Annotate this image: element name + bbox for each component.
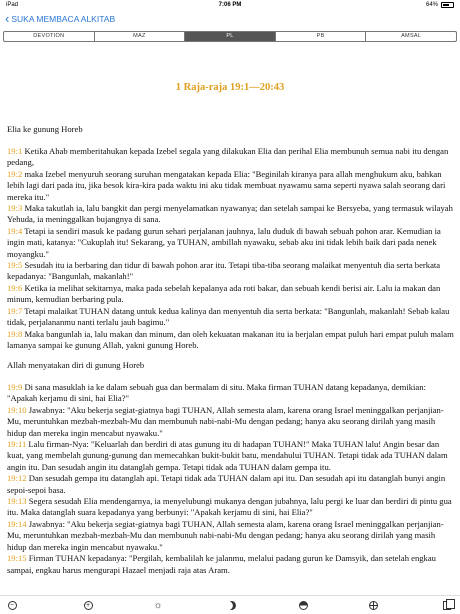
back-button[interactable] — [5, 11, 116, 26]
device-label: iPad — [6, 2, 19, 8]
verse-text: Tetapi malaikat TUHAN datang untuk kedua kalinya dan menyentuh dia serta berkata: "Bangunlah, makanlah! Sebab kalau tidak, perjalananmu nanti terlalu jauh bagimu." — [7, 305, 450, 328]
verse-number: 19:2 — [7, 168, 23, 179]
language-globe-icon — [369, 601, 378, 610]
verse-text: Ketika Ahab memberitahukan kepada Izebel segala yang dilakukan Elia dan perihal Elia membunuh semua nabi itu dengan pedang, — [7, 146, 449, 168]
verse[interactable] — [7, 553, 456, 576]
verse-text: Sesudah itu ia berbaring dan tidur di bawah pohon arar itu. Tetapi tiba-tiba seorang malaikat menyentuh dia serta berkata kepadanya: "Bangunlah, makanlah!" — [7, 260, 441, 282]
verse-number: 19:10 — [7, 404, 27, 415]
section-heading: Allah menyatakan diri di gunung Horeb — [7, 360, 145, 370]
verse[interactable] — [7, 405, 456, 439]
zoom-out-icon: − — [8, 601, 17, 610]
tab-pl[interactable]: PL — [185, 32, 276, 41]
verse-number: 19:3 — [7, 203, 23, 214]
copy-icon — [443, 601, 451, 610]
verse-number: 19:11 — [7, 439, 27, 450]
verse[interactable] — [7, 329, 456, 352]
verse-number: 19:9 — [7, 382, 23, 392]
status-bar — [0, 0, 460, 11]
verse[interactable] — [7, 169, 456, 203]
bottom-toolbar — [0, 595, 460, 614]
verse-number: 19:7 — [7, 305, 23, 316]
verse-number: 19:12 — [7, 473, 27, 484]
tab-maz[interactable]: MAZ — [95, 32, 186, 41]
chevron-left-icon: ‹ — [5, 11, 10, 26]
verse-text: Dan sesudah gempa itu datanglah api. Tetapi tidak ada TUHAN dalam api itu. Dan sesudah api itu datanglah bunyi angin sepoi-sepoi basa. — [7, 473, 446, 495]
contrast-button[interactable] — [296, 599, 310, 611]
tab-pb[interactable]: PB — [276, 32, 367, 41]
verse-text: Maka bangunlah ia, lalu makan dan minum, dan oleh kekuatan makanan itu ia berjalan empat puluh hari empat puluh malam lamanya sampai ke gunung Allah, yakni gunung Horeb. — [7, 328, 454, 350]
tab-devotion[interactable]: DEVOTION — [4, 32, 95, 41]
navigation-bar — [0, 11, 460, 29]
brightness-button[interactable] — [151, 599, 165, 611]
language-button[interactable] — [366, 599, 380, 611]
reading-type-tabs — [3, 31, 457, 42]
verse[interactable] — [7, 203, 456, 226]
verse[interactable] — [7, 226, 456, 260]
reading-content[interactable] — [0, 42, 460, 595]
battery-status — [426, 2, 454, 8]
verse-text: Lalu firman-Nya: "Keluarlah dan berdiri di atas gunung itu di hadapan TUHAN!" Maka TUHAN lalu! Angin besar dan kuat, yang membelah gunung-gunung dan memecahkan bukit-bukit batu, mendahului TUHAN. Tetapi tidak ada TUHAN dalam angin itu. Dan sesudah angin itu datanglah gempa. Tetapi tidak ada TUHAN dalam gempa itu. — [7, 439, 448, 472]
verse-number: 19:1 — [7, 146, 23, 156]
contrast-icon — [299, 601, 308, 610]
verse-number: 19:6 — [7, 282, 23, 293]
verse-number: 19:5 — [7, 260, 23, 271]
chapter-title: 1 Raja-raja 19:1—20:43 — [175, 82, 285, 93]
verse[interactable] — [7, 439, 456, 473]
verse-number: 19:13 — [7, 496, 27, 507]
verse[interactable] — [7, 519, 456, 553]
verse[interactable] — [7, 382, 456, 405]
verse[interactable] — [7, 306, 456, 329]
verse-text: maka Izebel menyuruh seorang suruhan mengatakan kepada Elia: "Beginilah kiranya para allah menghukum aku, bahkan lebih lagi dari pada itu, jika besok kira-kira pada waktu ini aku tidak membuat nyawamu sama seperti nyawa salah seorang dari mereka itu." — [7, 168, 446, 202]
verse-text: Jawabnya: "Aku bekerja segiat-giatnya bagi TUHAN, Allah semesta alam, karena orang Israel meninggalkan perjanjian-Mu, meruntuhkan mezbah-mezbah-Mu dan membunuh nabi-nabi-Mu dengan pedang; hanya aku seorang dirilah yang masih hidup dan mereka ingin mencabut nyawaku." — [7, 518, 444, 552]
verse-text: Jawabnya: "Aku bekerja segiat-giatnya bagi TUHAN, Allah semesta alam, karena orang Israel meninggalkan perjanjian-Mu, meruntuhkan mezbah-mezbah-Mu dan membunuh nabi-nabi-Mu dengan pedang; hanya aku seorang dirilah yang masih hidup dan mereka ingin mencabut nyawaku." — [7, 404, 444, 438]
verse-text: Ketika ia melihat sekitarnya, maka pada sebelah kepalanya ada roti bakar, dan sebuah kendi berisi air. Lalu ia makan dan minum, kemudian berbaring pula. — [7, 282, 441, 305]
zoom-in-button[interactable] — [81, 599, 95, 611]
copy-button[interactable] — [440, 599, 454, 611]
verse-list — [7, 146, 456, 351]
verse-number: 19:15 — [7, 553, 27, 564]
verse-list — [7, 382, 456, 576]
night-mode-button[interactable] — [224, 599, 238, 611]
verse-text: Maka takutlah ia, lalu bangkit dan pergi menyelamatkan nyawanya; dan setelah sampai ke Bersyeba, yang termasuk wilayah Yehuda, ia meninggalkan bujangnya di sana. — [7, 203, 453, 225]
night-mode-icon — [225, 599, 237, 611]
verse-number: 19:8 — [7, 328, 23, 339]
verse-text: Firman TUHAN kepadanya: "Pergilah, kembalilah ke jalanmu, melalui padang gurun ke Damsyik, dan setelah engkau sampai, engkau harus mengurapi Hazael menjadi raja atas Aram. — [7, 553, 436, 575]
section-heading: Elia ke gunung Horeb — [7, 124, 83, 134]
verse[interactable] — [7, 496, 456, 519]
verse-number: 19:4 — [7, 225, 23, 236]
verse-text: Di sana masuklah ia ke dalam sebuah gua dan bermalam di situ. Maka firman TUHAN datang kepadanya, demikian: "Apakah kerjamu di sini, hai Elia?" — [7, 382, 426, 404]
verse[interactable] — [7, 283, 456, 306]
battery-icon — [441, 2, 454, 8]
verse[interactable] — [7, 473, 456, 496]
verse-text: Segera sesudah Elia mendengarnya, ia menyelubungi mukanya dengan jubahnya, lalu pergi ke luar dan berdiri di pintu gua itu. Maka datanglah suara kepadanya yang berbunyi: "Apakah kerjamu di sini, hai Elia?" — [7, 496, 452, 518]
verse[interactable] — [7, 146, 456, 169]
tab-amsal[interactable]: AMSAL — [401, 33, 422, 39]
battery-percent: 64% — [425, 2, 438, 8]
back-button-label: SUKA MEMBACA ALKITAB — [11, 14, 116, 24]
zoom-in-icon: + — [84, 601, 93, 610]
verse-text: Tetapi ia sendiri masuk ke padang gurun sehari perjalanan jauhnya, lalu duduk di bawah sebuah pohon arar. Kemudian ia ingin mati, katanya: "Cukuplah itu! Sekarang, ya TUHAN, ambillah nyawaku, sebab aku ini tidak lebih baik dari pada nenek moyangku." — [7, 225, 441, 259]
brightness-icon: ☼ — [153, 599, 163, 611]
verse-number: 19:14 — [7, 518, 27, 529]
verse[interactable] — [7, 260, 456, 283]
status-time: 7:06 PM — [218, 2, 242, 8]
zoom-out-button[interactable] — [5, 599, 19, 611]
